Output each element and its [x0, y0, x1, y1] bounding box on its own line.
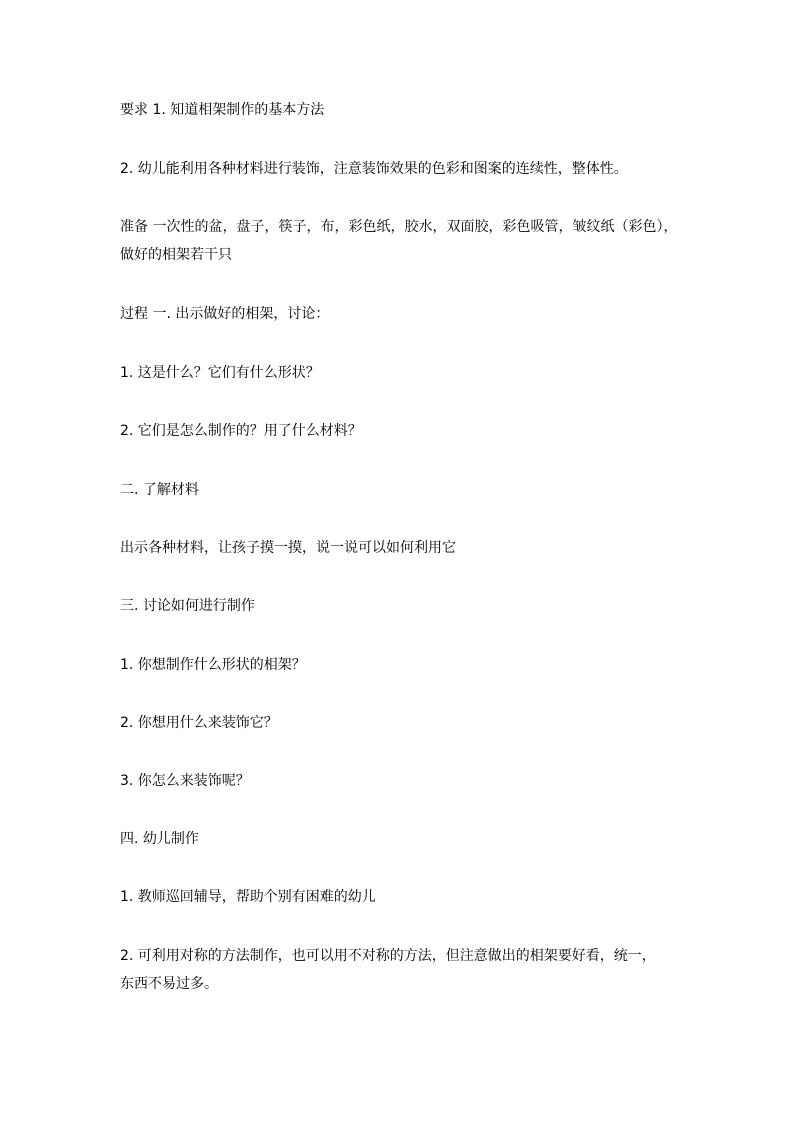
- paragraph-discussion-2: 2. 你想用什么来装饰它？: [120, 715, 278, 731]
- paragraph-making-2-cont: 东西不易过多。: [120, 976, 218, 992]
- paragraph-preparation: 准备 一次性的盆，盘子，筷子，布，彩色纸，胶水，双面胶，彩色吸管，皱纹纸（彩色），: [120, 219, 678, 235]
- paragraph-discussion-3: 3. 你怎么来装饰呢？: [120, 773, 250, 789]
- paragraph-requirement: 要求 1. 知道相架制作的基本方法: [120, 102, 325, 118]
- paragraph-process: 过程 一. 出示做好的相架，讨论：: [120, 306, 330, 322]
- section-heading-making: 四. 幼儿制作: [120, 831, 199, 847]
- section-heading-materials: 二. 了解材料: [120, 482, 199, 498]
- paragraph-discussion-1: 1. 你想制作什么形状的相架？: [120, 657, 306, 673]
- section-heading-discussion: 三. 讨论如何进行制作: [120, 598, 255, 614]
- paragraph-materials: 出示各种材料，让孩子摸一摸，说一说可以如何利用它: [120, 540, 456, 556]
- paragraph-requirement-2: 2. 幼儿能利用各种材料进行装饰，注意装饰效果的色彩和图案的连续性，整体性。: [120, 161, 628, 177]
- paragraph-preparation-cont: 做好的相架若干只: [120, 247, 232, 263]
- paragraph-making-1: 1. 教师巡回辅导，帮助个别有困难的幼儿: [120, 889, 376, 905]
- paragraph-making-2: 2. 可利用对称的方法制作，也可以用不对称的方法，但注意做出的相架要好看，统一，: [120, 948, 656, 964]
- paragraph-question-2: 2. 它们是怎么制作的？用了什么材料？: [120, 423, 362, 439]
- paragraph-question-1: 1. 这是什么？它们有什么形状？: [120, 365, 320, 381]
